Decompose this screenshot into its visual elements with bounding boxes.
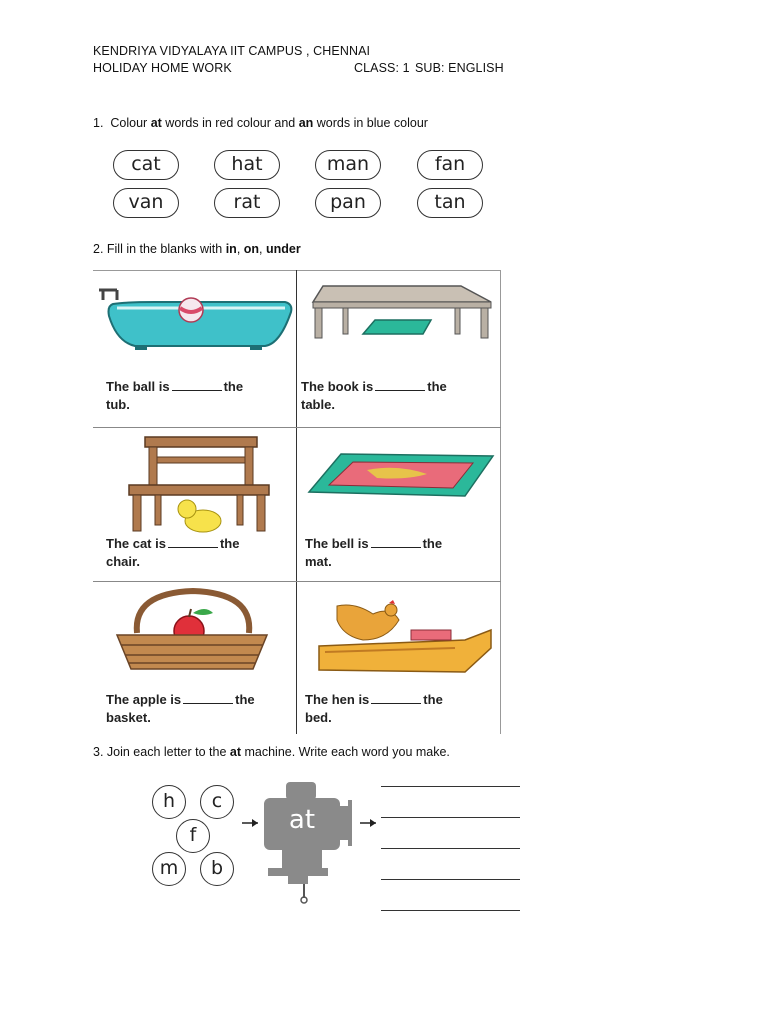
letter-circle[interactable]: b [200,852,234,886]
sentence-end: bed. [305,710,332,725]
word-pill[interactable]: van [113,188,179,218]
question-3 [93,745,450,759]
answer-blank[interactable] [168,536,218,548]
q2-bold-under: under [266,242,301,256]
school-name: KENDRIYA VIDYALAYA IIT CAMPUS , CHENNAI [93,44,371,58]
letter-circle[interactable]: m [152,852,186,886]
q1-text-a: Colour [110,116,151,130]
table-icon [305,284,495,364]
sentence-cat [106,535,239,571]
grid-line [500,270,501,734]
letter-circle[interactable]: f [176,819,210,853]
sentence-end: mat. [305,554,332,569]
word-pill[interactable]: rat [214,188,280,218]
answer-blank[interactable] [172,379,222,391]
word-pill[interactable]: man [315,150,381,180]
sentence-post: the [422,536,443,551]
q3-text-a: 3. Join each letter to the [93,745,230,759]
question-1-number: 1. [93,116,104,130]
q3-text-b: machine. Write each word you make. [241,745,450,759]
sentence-book [301,378,447,414]
answer-blank[interactable] [371,536,421,548]
at-machine-icon [238,780,378,905]
sentence-end: table. [301,397,335,412]
q1-bold-an: an [298,116,314,130]
grid-line [296,270,297,734]
sentence-end: tub. [106,397,130,412]
q2-text: 2. Fill in the blanks with [93,242,226,256]
q2-bold-in: in [225,242,237,256]
basket-icon [113,585,273,675]
subject-label: SUB: ENGLISH [415,61,504,75]
sentence-pre: The hen is [305,692,370,707]
sentence-ball [106,378,243,414]
bed-icon [315,600,495,680]
sentence-pre: The apple is [106,692,182,707]
word-pill[interactable]: tan [417,188,483,218]
q1-text-c: words in blue colour [313,116,428,130]
chair-icon [125,435,275,535]
sentence-post: the [223,379,244,394]
question-1 [93,116,428,130]
word-pill[interactable]: fan [417,150,483,180]
grid-line [93,427,501,428]
answer-blank[interactable] [375,379,425,391]
answer-line[interactable] [381,879,520,880]
word-pill[interactable]: cat [113,150,179,180]
answer-line[interactable] [381,786,520,787]
grid-line [93,581,501,582]
homework-title: HOLIDAY HOME WORK [93,61,232,75]
sentence-pre: The bell is [305,536,369,551]
sentence-apple [106,691,255,727]
answer-line[interactable] [381,848,520,849]
bathtub-icon [95,282,295,352]
answer-blank[interactable] [371,692,421,704]
q2-sep: , [259,242,266,256]
q3-bold-at: at [229,745,242,759]
word-pill[interactable]: pan [315,188,381,218]
sentence-post: the [235,692,255,707]
question-2 [93,242,301,256]
preposition-grid [93,270,501,734]
q2-sep: , [236,242,244,256]
q1-bold-at: at [150,116,162,130]
sentence-bell [305,535,442,571]
answer-blank[interactable] [183,692,233,704]
answer-line[interactable] [381,817,520,818]
letter-circle[interactable]: h [152,785,186,819]
q1-text-b: words in red colour and [161,116,299,130]
sentence-pre: The ball is [106,379,170,394]
sentence-end: chair. [106,554,140,569]
sentence-end: basket. [106,710,151,725]
sentence-post: the [427,379,447,394]
sentence-hen [305,691,443,727]
answer-line[interactable] [381,910,520,911]
sentence-post: the [219,536,240,551]
mat-icon [307,450,497,500]
sentence-pre: The book is [301,379,374,394]
class-label: CLASS: 1 [354,61,410,75]
sentence-post: the [423,692,443,707]
machine-label: at [288,805,316,835]
sentence-pre: The cat is [106,536,166,551]
q2-bold-on: on [243,242,260,256]
letter-circle[interactable]: c [200,785,234,819]
word-pill[interactable]: hat [214,150,280,180]
